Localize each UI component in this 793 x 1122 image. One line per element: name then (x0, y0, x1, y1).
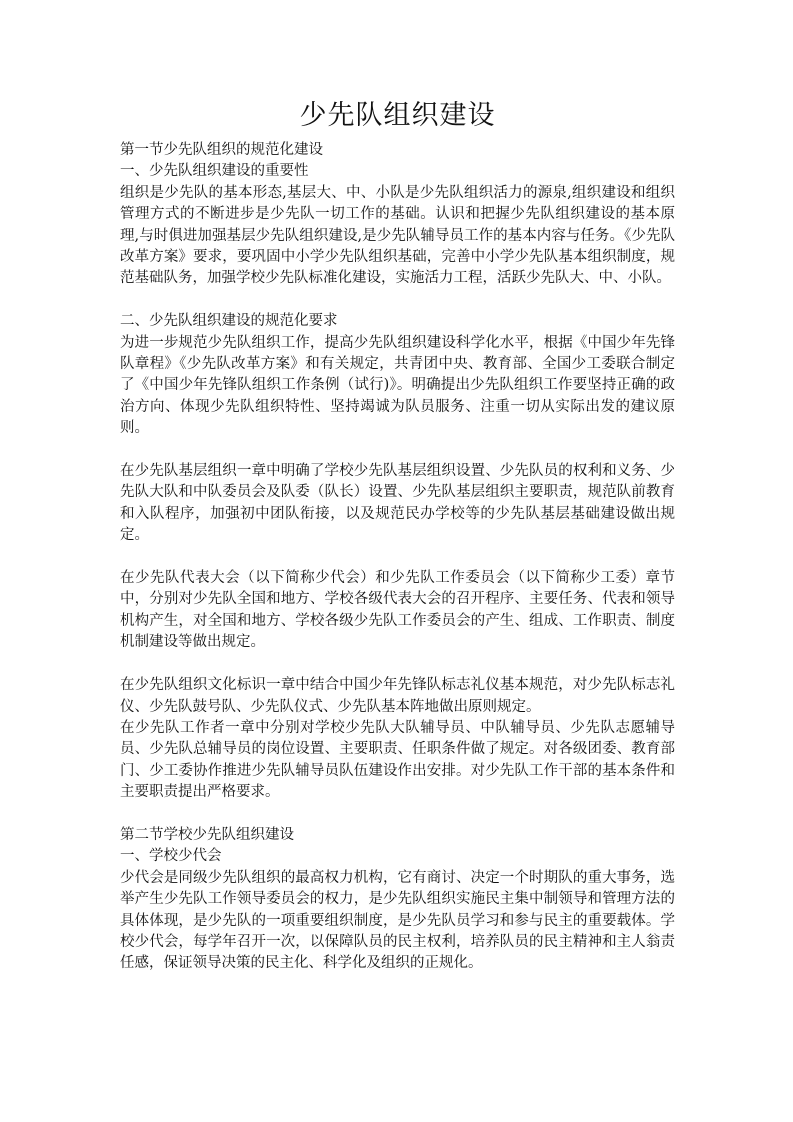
section-heading: 第一节少先队组织的规范化建设 (120, 142, 323, 158)
paragraph: 在少先队工作者一章中分别对学校少先队大队辅导员、中队辅导员、少先队志愿辅导员、少先队总辅导员的岗位设置、主要职责、任职条件做了规定。对各级团委、教育部门、少工委协作推进少先队辅导员队伍建设作出安排。对少先队工作干部的基本条件和主要职责提出严格要求。 (120, 719, 675, 801)
paragraph: 组织是少先队的基本形态,基层大、中、小队是少先队组织活力的源泉,组织建设和组织管理方式的不断进步是少先队一切工作的基础。认识和把握少先队组织建设的基本原理,与时俱进加强基层少先队组织建设,是少先队辅导员工作的基本内容与任务。《少先队改革方案》要求，要巩固中小学少先队组织基础，完善中小学少先队基本组织制度，规范基础队务，加强学校少先队标准化建设，实施活力工程，活跃少先队大、中、小队。 (120, 184, 675, 287)
section-heading: 第二节学校少先队组织建设 (120, 826, 294, 843)
paragraph: 为进一步规范少先队组织工作，提高少先队组织建设科学化水平，根据《中国少年先锋队章程》《少先队改革方案》和有关规定，共青团中央、教育部、全国少工委联合制定了《中国少年先锋队组织工作条例（试行)》。明确提出少先队组织工作要坚持正确的政治方向、体现少先队组织特性、坚持竭诚为队员服务、注重一切从实际出发的建议原则。 (120, 334, 675, 437)
paragraph-gap (120, 440, 675, 461)
paragraph-gap (120, 290, 675, 311)
paragraph: 少代会是同级少先队组织的最高权力机构，它有商讨、决定一个时期队的重大事务，选举产生少先队工作领导委员会的权力，是少先队组织实施民主集中制领导和管理方法的具体体现，是少先队的一项重要组织制度，是少先队员学习和参与民主的重要载体。学校少代会，每学年召开一次，以保障队员的民主权利，培养队员的民主精神和主人翁责任感，保证领导决策的民主化、科学化及组织的正规化。 (120, 869, 675, 972)
document-page (120, 96, 675, 975)
paragraph: 在少先队组织文化标识一章中结合中国少年先锋队标志礼仪基本规范，对少先队标志礼仪、少先队鼓号队、少先队仪式、少先队基本阵地做出原则规定。 (120, 677, 675, 715)
subsection-heading: 一、少先队组织建设的重要性 (120, 163, 309, 180)
document-title: 少先队组织建设 (299, 100, 496, 131)
paragraph: 在少先队代表大会（以下简称少代会）和少先队工作委员会（以下简称少工委）章节中，分别对少先队全国和地方、学校各级代表大会的召开程序、主要任务、代表和领导机构产生，对全国和地方、学校各级少先队工作委员会的产生、组成、工作职责、制度机制建设等做出规定。 (120, 570, 675, 651)
paragraph-gap (120, 654, 675, 675)
paragraph-gap (120, 547, 675, 568)
subsection-heading: 一、学校少代会 (120, 848, 222, 865)
paragraph: 在少先队基层组织一章中明确了学校少先队基层组织设置、少先队员的权利和义务、少先队大队和中队委员会及队委（队长）设置、少先队基层组织主要职责，规范队前教育和入队程序，加强初中团队衔接，以及规范民办学校等的少先队基层基础建设做出规定。 (120, 463, 675, 544)
paragraph-gap (120, 804, 675, 825)
subsection-heading: 二、少先队组织建设的规范化要求 (120, 313, 338, 330)
